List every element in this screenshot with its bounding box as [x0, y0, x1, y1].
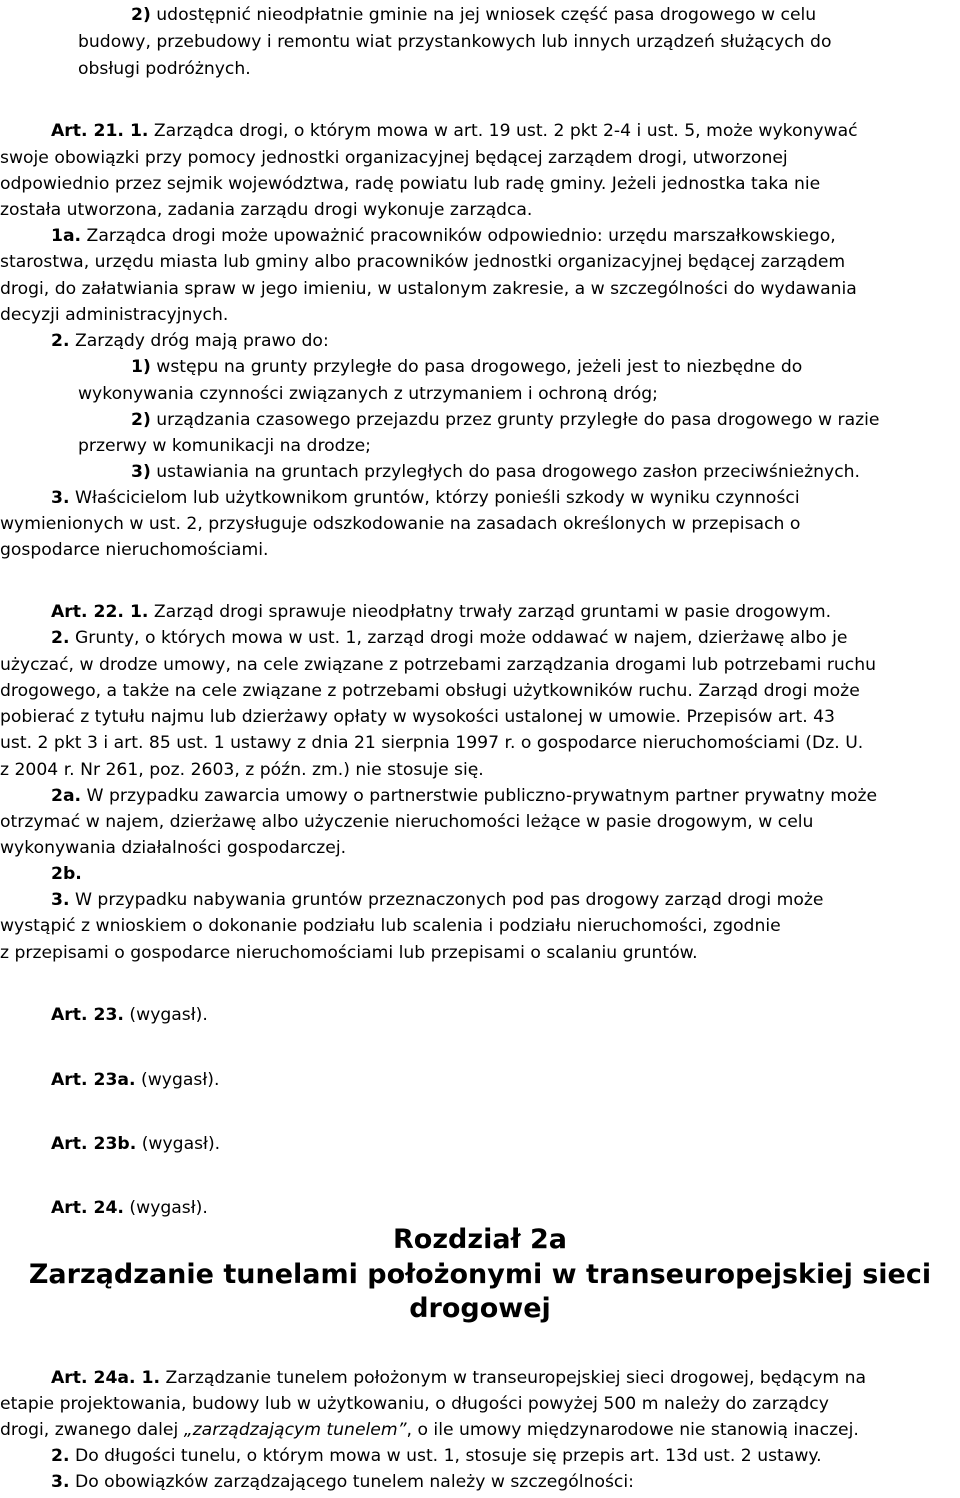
art21-line4: została utworzona, zadania zarządu drogi wykonuje zarządca. — [0, 200, 533, 220]
art22-2-line4: pobierać z tytułu najmu lub dzierżawy opłaty w wysokości ustalonej w umowie. Przepisów art. 43 — [0, 707, 835, 727]
art21-2-p2-line2: przerwy w komunikacji na drodze; — [78, 436, 371, 456]
art21-2-p1-line1: 1) wstępu na grunty przyległe do pasa drogowego, jeżeli jest to niezbędne do — [131, 357, 803, 377]
section-number: 2a. — [51, 786, 82, 806]
section-number: 2. — [51, 1446, 70, 1466]
art20-p2-line2: budowy, przebudowy i remontu wiat przystankowych lub innych urządzeń służących do — [78, 32, 832, 52]
article-heading: Art. 23b. — [51, 1134, 137, 1154]
article-heading: Art. 23a. — [51, 1070, 136, 1090]
article-heading: Art. 22. 1. — [51, 602, 149, 622]
art22-2a-line2: otrzymać w najem, dzierżawę albo użyczenie nieruchomości leżące w pasie drogowym, w celu — [0, 812, 814, 832]
art22-2a-line3: wykonywania działalności gospodarczej. — [0, 838, 347, 858]
art22-2-line2: użyczać, w drodze umowy, na cele związane z potrzebami zarządzania drogami lub potrzebami ruchu — [0, 655, 877, 675]
art22-3-line2: wystąpić z wnioskiem o dokonanie podziału lub scalenia i podziału nieruchomości, zgodnie — [0, 916, 781, 936]
art22-2b-line1 — [51, 861, 82, 887]
article-heading: Art. 21. 1. — [51, 121, 149, 141]
section-number: 3. — [51, 1472, 70, 1492]
section-number: 2. — [51, 331, 70, 351]
art22-2-line5: ust. 2 pkt 3 i art. 85 ust. 1 ustawy z dnia 21 sierpnia 1997 r. o gospodarce nieruchomościami (Dz. U. — [0, 733, 864, 753]
point-number: 3) — [131, 462, 151, 482]
art21-2-p2-line1: 2) urządzania czasowego przejazdu przez grunty przyległe do pasa drogowego w razie — [131, 410, 880, 430]
section-number: 1a. — [51, 226, 82, 246]
chapter-title: Rozdział 2a — [393, 1224, 567, 1255]
art24a-line1: Art. 24a. 1. Zarządzanie tunelem położonym w transeuropejskiej sieci drogowej, będącym na — [51, 1368, 867, 1388]
art22-2-line3: drogowego, a także na cele związane z potrzebami obsługi użytkowników ruchu. Zarząd drogi może — [0, 681, 860, 701]
art21-1a-line1: 1a. Zarządca drogi może upoważnić pracowników odpowiednio: urzędu marszałkowskiego, — [51, 226, 836, 246]
point-number: 1) — [131, 357, 151, 377]
art24a-line2: etapie projektowania, budowy lub w użytkowaniu, o długości powyżej 500 m należy do zarządcy — [0, 1394, 829, 1414]
art24-line: Art. 24. (wygasł). — [51, 1198, 208, 1218]
art22-2-line1: 2. Grunty, o których mowa w ust. 1, zarząd drogi może oddawać w najem, dzierżawę albo je — [51, 628, 848, 648]
art22-line1: Art. 22. 1. Zarząd drogi sprawuje nieodpłatny trwały zarząd gruntami w pasie drogowym. — [51, 602, 832, 622]
art21-2-p3-line1: 3) ustawiania na gruntach przyległych do pasa drogowego zasłon przeciwśnieżnych. — [131, 462, 861, 482]
section-number: 2. — [51, 628, 70, 648]
art21-line2: swoje obowiązki przy pomocy jednostki organizacyjnej będącej zarządem drogi, utworzonej — [0, 148, 788, 168]
art22-2a-line1: 2a. W przypadku zawarcia umowy o partnerstwie publiczno-prywatnym partner prywatny może — [51, 786, 878, 806]
art21-1a-line2: starostwa, urzędu miasta lub gminy albo pracowników jednostki organizacyjnej będącej zarządem — [0, 252, 846, 272]
art20-p2-line1: 2) udostępnić nieodpłatnie gminie na jej wniosek część pasa drogowego w celu — [131, 5, 817, 25]
art24a-3-line1: 3. Do obowiązków zarządzającego tunelem należy w szczególności: — [51, 1472, 634, 1492]
art24a-line3: drogi, zwanego dalej „zarządzającym tunelem”, o ile umowy międzynarodowe nie stanowią inaczej. — [0, 1420, 859, 1440]
art21-line1: Art. 21. 1. Zarządca drogi, o którym mowa w art. 19 ust. 2 pkt 2-4 i ust. 5, może wykonywać — [51, 121, 858, 141]
art22-3-line1: 3. W przypadku nabywania gruntów przeznaczonych pod pas drogowy zarząd drogi może — [51, 890, 824, 910]
art21-2-line1: 2. Zarządy dróg mają prawo do: — [51, 331, 329, 351]
art23a-line: Art. 23a. (wygasł). — [51, 1070, 220, 1090]
chapter-subtitle-line2: drogowej — [409, 1293, 551, 1324]
art21-3-line3: gospodarce nieruchomościami. — [0, 540, 269, 560]
art21-line3: odpowiednio przez sejmik województwa, radę powiatu lub radę gminy. Jeżeli jednostka taka nie — [0, 174, 821, 194]
section-number: 3. — [51, 890, 70, 910]
art21-1a-line3: drogi, do załatwiania spraw w jego imieniu, w ustalonym zakresie, a w szczególności do wydawania — [0, 279, 857, 299]
section-number: 2b. — [51, 864, 82, 884]
art23-line: Art. 23. (wygasł). — [51, 1005, 208, 1025]
art21-3-line1: 3. Właścicielom lub użytkownikom gruntów, którzy ponieśli szkody w wyniku czynności — [51, 488, 800, 508]
section-number: 3. — [51, 488, 70, 508]
art23b-line: Art. 23b. (wygasł). — [51, 1134, 221, 1154]
art22-2-line6: z 2004 r. Nr 261, poz. 2603, z późn. zm.) nie stosuje się. — [0, 760, 484, 780]
defined-term: „zarządzającym tunelem” — [183, 1420, 407, 1440]
art24a-2-line1: 2. Do długości tunelu, o którym mowa w ust. 1, stosuje się przepis art. 13d ust. 2 ustawy. — [51, 1446, 822, 1466]
art22-3-line3: z przepisami o gospodarce nieruchomościami lub przepisami o scalaniu gruntów. — [0, 943, 698, 963]
art20-p2-line3: obsługi podróżnych. — [78, 59, 251, 79]
point-number: 2) — [131, 410, 151, 430]
article-heading: Art. 24. — [51, 1198, 124, 1218]
art21-3-line2: wymienionych w ust. 2, przysługuje odszkodowanie na zasadach określonych w przepisach o — [0, 514, 801, 534]
article-heading: Art. 24a. 1. — [51, 1368, 161, 1388]
point-number: 2) — [131, 5, 151, 25]
article-heading: Art. 23. — [51, 1005, 124, 1025]
art21-1a-line4: decyzji administracyjnych. — [0, 305, 229, 325]
art21-2-p1-line2: wykonywania czynności związanych z utrzymaniem i ochroną dróg; — [78, 384, 658, 404]
chapter-subtitle-line1: Zarządzanie tunelami położonymi w transeuropejskiej sieci — [28, 1259, 932, 1290]
